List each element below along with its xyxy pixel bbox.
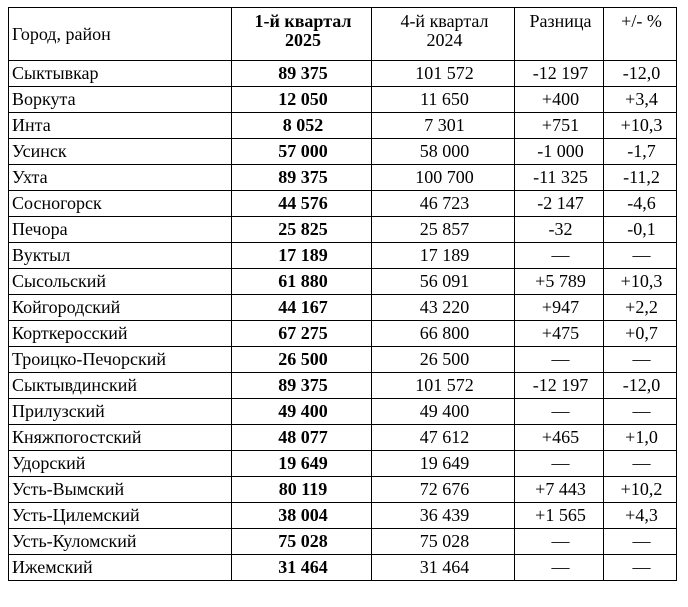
cell-pct: — bbox=[604, 529, 677, 555]
table-row bbox=[9, 139, 677, 165]
cell-pct: — bbox=[604, 347, 677, 373]
cell-city: Вуктыл bbox=[9, 243, 232, 269]
cell-q1-2025: 75 028 bbox=[232, 529, 372, 555]
cell-q1-2025: 8 052 bbox=[232, 113, 372, 139]
cell-city: Удорский bbox=[9, 451, 232, 477]
cell-pct: -12,0 bbox=[604, 373, 677, 399]
cell-q4-2024: 75 028 bbox=[372, 529, 515, 555]
cell-diff: -12 197 bbox=[515, 373, 604, 399]
cell-city: Сыктывдинский bbox=[9, 373, 232, 399]
cell-pct: +2,2 bbox=[604, 295, 677, 321]
header-q4-line2: 2024 bbox=[426, 30, 463, 50]
header-q4-line1: 4-й квартал bbox=[400, 11, 489, 31]
table-row bbox=[9, 503, 677, 529]
cell-q4-2024: 31 464 bbox=[372, 555, 515, 581]
cell-q4-2024: 58 000 bbox=[372, 139, 515, 165]
cell-pct: -1,7 bbox=[604, 139, 677, 165]
cell-diff: +5 789 bbox=[515, 269, 604, 295]
cell-pct: -4,6 bbox=[604, 191, 677, 217]
cell-diff: -12 197 bbox=[515, 61, 604, 87]
cell-city: Сосногорск bbox=[9, 191, 232, 217]
cell-q4-2024: 47 612 bbox=[372, 425, 515, 451]
cell-q1-2025: 31 464 bbox=[232, 555, 372, 581]
cell-pct: +10,3 bbox=[604, 113, 677, 139]
cell-q1-2025: 49 400 bbox=[232, 399, 372, 425]
cell-q1-2025: 26 500 bbox=[232, 347, 372, 373]
cell-q1-2025: 38 004 bbox=[232, 503, 372, 529]
table-row bbox=[9, 269, 677, 295]
cell-q1-2025: 89 375 bbox=[232, 165, 372, 191]
cell-q4-2024: 56 091 bbox=[372, 269, 515, 295]
table-body bbox=[9, 61, 677, 581]
cell-diff: +7 443 bbox=[515, 477, 604, 503]
cell-pct: -11,2 bbox=[604, 165, 677, 191]
header-pct: +/- % bbox=[604, 8, 677, 61]
table-row bbox=[9, 61, 677, 87]
cell-city: Воркута bbox=[9, 87, 232, 113]
cell-city: Печора bbox=[9, 217, 232, 243]
cell-q4-2024: 19 649 bbox=[372, 451, 515, 477]
cell-diff: +947 bbox=[515, 295, 604, 321]
cell-city: Койгородский bbox=[9, 295, 232, 321]
header-q1-2025 bbox=[232, 8, 372, 61]
cell-q4-2024: 66 800 bbox=[372, 321, 515, 347]
table-row bbox=[9, 87, 677, 113]
table-row bbox=[9, 295, 677, 321]
cell-q1-2025: 44 576 bbox=[232, 191, 372, 217]
cell-q4-2024: 7 301 bbox=[372, 113, 515, 139]
cell-city: Усть-Цилемский bbox=[9, 503, 232, 529]
cell-diff: -32 bbox=[515, 217, 604, 243]
header-row bbox=[9, 8, 677, 61]
cell-q4-2024: 101 572 bbox=[372, 373, 515, 399]
cell-pct: +10,2 bbox=[604, 477, 677, 503]
cell-q1-2025: 25 825 bbox=[232, 217, 372, 243]
cell-city: Усть-Куломский bbox=[9, 529, 232, 555]
cell-pct: +10,3 bbox=[604, 269, 677, 295]
cell-city: Троицко-Печорский bbox=[9, 347, 232, 373]
cell-city: Ижемский bbox=[9, 555, 232, 581]
cell-diff: -11 325 bbox=[515, 165, 604, 191]
table-row bbox=[9, 451, 677, 477]
table-row bbox=[9, 373, 677, 399]
cell-diff: -2 147 bbox=[515, 191, 604, 217]
table-row bbox=[9, 477, 677, 503]
cell-pct: — bbox=[604, 555, 677, 581]
cell-q1-2025: 48 077 bbox=[232, 425, 372, 451]
cell-q4-2024: 46 723 bbox=[372, 191, 515, 217]
cell-city: Ухта bbox=[9, 165, 232, 191]
header-diff: Разница bbox=[515, 8, 604, 61]
table-row bbox=[9, 321, 677, 347]
cell-diff: — bbox=[515, 451, 604, 477]
table-row bbox=[9, 113, 677, 139]
cell-q4-2024: 17 189 bbox=[372, 243, 515, 269]
cell-q1-2025: 17 189 bbox=[232, 243, 372, 269]
cell-q4-2024: 49 400 bbox=[372, 399, 515, 425]
cell-q1-2025: 44 167 bbox=[232, 295, 372, 321]
cell-diff: +1 565 bbox=[515, 503, 604, 529]
cell-q4-2024: 11 650 bbox=[372, 87, 515, 113]
cell-diff: — bbox=[515, 243, 604, 269]
cell-q1-2025: 12 050 bbox=[232, 87, 372, 113]
table-row bbox=[9, 347, 677, 373]
cell-diff: +751 bbox=[515, 113, 604, 139]
table-row bbox=[9, 399, 677, 425]
cell-city: Прилузский bbox=[9, 399, 232, 425]
cell-q4-2024: 72 676 bbox=[372, 477, 515, 503]
cell-q4-2024: 26 500 bbox=[372, 347, 515, 373]
table-row bbox=[9, 191, 677, 217]
cell-pct: -12,0 bbox=[604, 61, 677, 87]
table-row bbox=[9, 165, 677, 191]
cell-diff: — bbox=[515, 555, 604, 581]
cell-q4-2024: 43 220 bbox=[372, 295, 515, 321]
cell-pct: +0,7 bbox=[604, 321, 677, 347]
cell-city: Усть-Вымский bbox=[9, 477, 232, 503]
table-row bbox=[9, 555, 677, 581]
cell-diff: +400 bbox=[515, 87, 604, 113]
table-row bbox=[9, 425, 677, 451]
cell-pct: +1,0 bbox=[604, 425, 677, 451]
cell-diff: -1 000 bbox=[515, 139, 604, 165]
cell-q4-2024: 101 572 bbox=[372, 61, 515, 87]
cell-q1-2025: 61 880 bbox=[232, 269, 372, 295]
cell-pct: — bbox=[604, 399, 677, 425]
header-q1-line1: 1-й квартал bbox=[254, 11, 352, 31]
cell-pct: — bbox=[604, 451, 677, 477]
cell-city: Сыктывкар bbox=[9, 61, 232, 87]
table-row bbox=[9, 243, 677, 269]
cell-q4-2024: 100 700 bbox=[372, 165, 515, 191]
cell-pct: -0,1 bbox=[604, 217, 677, 243]
header-q4-2024 bbox=[372, 8, 515, 61]
table-row bbox=[9, 217, 677, 243]
cell-q1-2025: 80 119 bbox=[232, 477, 372, 503]
cell-diff: — bbox=[515, 347, 604, 373]
cell-city: Корткеросский bbox=[9, 321, 232, 347]
cell-q1-2025: 57 000 bbox=[232, 139, 372, 165]
cell-q1-2025: 89 375 bbox=[232, 373, 372, 399]
cell-city: Усинск bbox=[9, 139, 232, 165]
cell-pct: — bbox=[604, 243, 677, 269]
cell-diff: — bbox=[515, 399, 604, 425]
cell-city: Инта bbox=[9, 113, 232, 139]
header-city: Город, район bbox=[9, 8, 232, 61]
cell-q1-2025: 89 375 bbox=[232, 61, 372, 87]
cell-q4-2024: 25 857 bbox=[372, 217, 515, 243]
header-q1-line2: 2025 bbox=[285, 30, 321, 50]
cell-diff: +465 bbox=[515, 425, 604, 451]
cell-city: Сысольский bbox=[9, 269, 232, 295]
cell-q1-2025: 19 649 bbox=[232, 451, 372, 477]
cell-diff: +475 bbox=[515, 321, 604, 347]
cell-diff: — bbox=[515, 529, 604, 555]
cell-city: Княжпогостский bbox=[9, 425, 232, 451]
cell-pct: +3,4 bbox=[604, 87, 677, 113]
table-row bbox=[9, 529, 677, 555]
comparison-table bbox=[8, 7, 677, 581]
cell-q4-2024: 36 439 bbox=[372, 503, 515, 529]
cell-q1-2025: 67 275 bbox=[232, 321, 372, 347]
cell-pct: +4,3 bbox=[604, 503, 677, 529]
